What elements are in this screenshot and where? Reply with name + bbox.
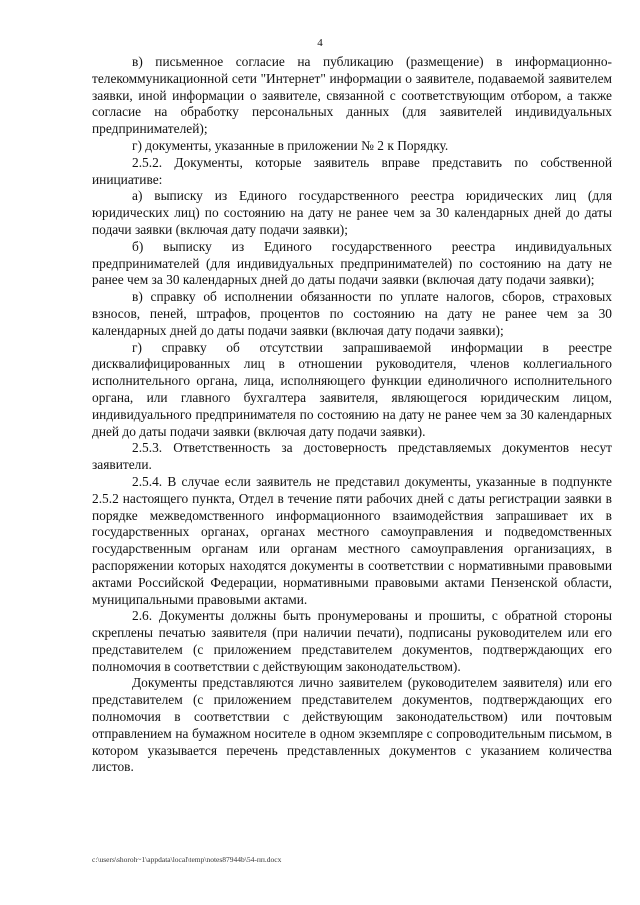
paragraph-tax-certificate: в) справку об исполнении обязанности по уплате налогов, сборов, страховых взносов, пеней, штрафов, процентов по состоянию на дату не ранее чем за 30 календарных дней до даты подачи заявки (включая дату подачи заявки);	[92, 289, 612, 338]
page-number: 4	[317, 37, 323, 49]
paragraph-appendix-documents: г) документы, указанные в приложении № 2 к Порядку.	[132, 137, 449, 153]
paragraph-egrip-extract: б) выписку из Единого государственного реестра индивидуальных предпринимателей (для индивидуальных предпринимателей) по состоянию на дату не ранее чем за 30 календарных дней до даты подачи заявки (включая дату подачи заявки);	[92, 238, 612, 288]
paragraph-egrul-extract: а) выписку из Единого государственного реестра юридических лиц (для юридических лиц) по состоянию на дату не ранее чем за 30 календарных дней до даты подачи заявки (включая дату подачи заявки);	[92, 188, 612, 237]
paragraph-disqualification-certificate: г) справку об отсутствии запрашиваемой информации в реестре дисквалифицированных лиц в отношении руководителя, членов коллегиального исполнительного органа, лица, исполняющего функции единоличного исполнительного органа, или главного бухгалтера заявителя, являющегося юридическим лицом, индивидуального предпринимателя по состоянию на дату не ранее чем за 30 календарных дней до даты подачи заявки (включая дату подачи заявки).	[92, 339, 612, 439]
paragraph-submission: Документы представляются лично заявителем (руководителем заявителя) или его представителем (с приложением представителем документов, подтверждающих его полномочия в соответствии с действующим законодательством) или почтовым отправлением на бумажном носителе в одном экземпляре с сопроводительным письмом, в котором указывается перечень представленных документов с указанием количества листов.	[92, 675, 612, 775]
paragraph-2-5-2: 2.5.2. Документы, которые заявитель вправе представить по собственной инициативе:	[92, 154, 612, 187]
paragraph-written-consent: в) письменное согласие на публикацию (размещение) в информационно-телекоммуникационной сети "Интернет" информации о заявителе, подаваемой заявителем заявки, иной информации о заявителе, связанной с соответствующим отбором, а также согласие на обработку персональных данных (для заявителей индивидуальных предпринимателей);	[92, 54, 612, 137]
document-body	[92, 54, 612, 776]
paragraph-2-5-3: 2.5.3. Ответственность за достоверность представляемых документов несут заявители.	[92, 440, 612, 473]
paragraph-2-6: 2.6. Документы должны быть пронумерованы и прошиты, с обратной стороны скреплены печатью заявителя (при наличии печати), подписаны руководителем или его представителем (с приложением представителем документов, подтверждающих его полномочия в соответствии с действующим законодательством).	[92, 608, 612, 674]
paragraph-2-5-4: 2.5.4. В случае если заявитель не представил документы, указанные в подпункте 2.5.2 настоящего пункта, Отдел в течение пяти рабочих дней с даты регистрации заявки в порядке межведомственного информационного взаимодействия запрашивает их в государственных органах, органах местного самоуправления и подведомственных государственным органам или органам местного самоуправления организациях, в распоряжении которых находятся документы в соответствии с нормативными правовыми актами Российской Федерации, нормативными правовыми актами Пензенской области, муниципальными правовыми актами.	[92, 473, 612, 607]
footer-file-path: c:\users\shoroh~1\appdata\local\temp\notes87944b\54-пп.docx	[92, 855, 282, 864]
